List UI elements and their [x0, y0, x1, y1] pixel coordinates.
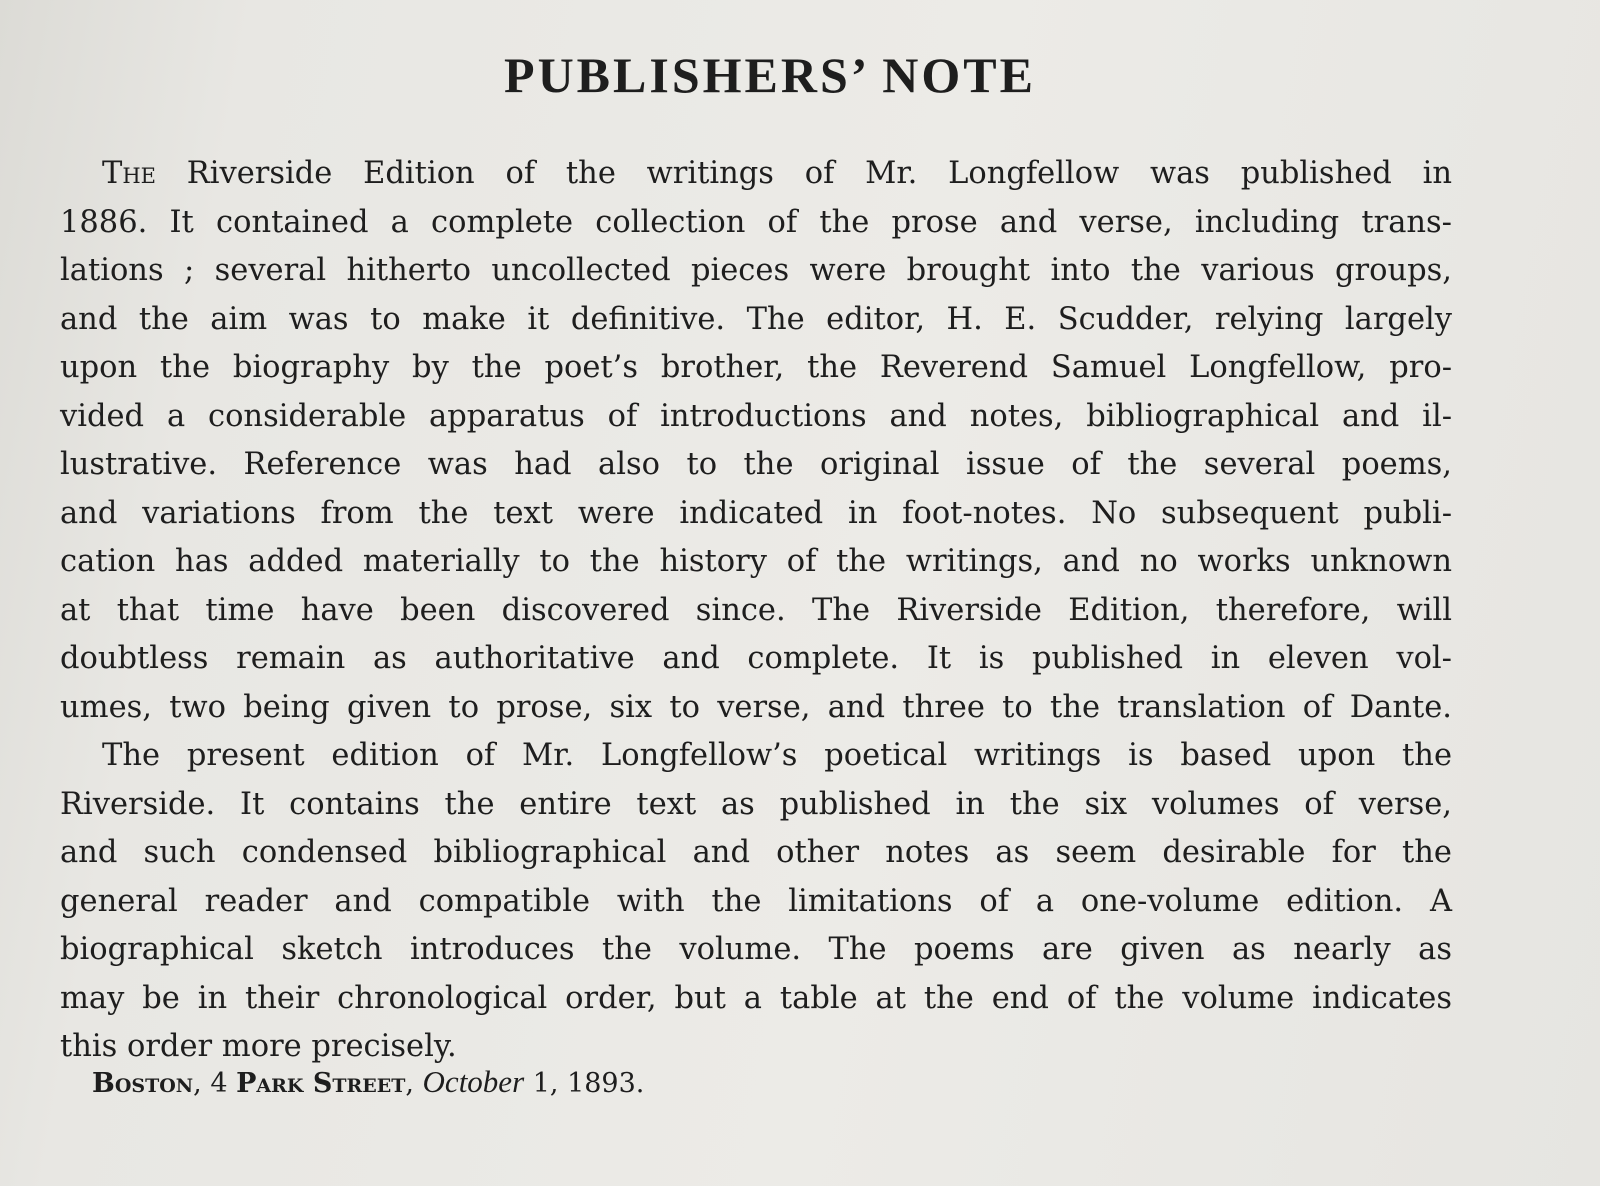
signature-line	[92, 1064, 644, 1100]
signature-date: 1, 1893.	[524, 1068, 645, 1099]
page-title: PUBLISHERS’ NOTE	[504, 47, 1036, 103]
text-line: at that time have been discovered since. The Riverside Edition, therefore, will	[60, 592, 1452, 628]
signature-separator: , 4	[193, 1068, 237, 1099]
text-line: cation has added materially to the history of the writings, and no works unknown	[60, 544, 1452, 579]
text-line: Riverside. It contains the entire text as published in the six volumes of verse,	[60, 786, 1452, 822]
text-line: and such condensed bibliographical and other notes as seem desirable for the	[60, 835, 1452, 870]
signature-street: Park Street	[236, 1068, 406, 1099]
signature-place: Boston	[92, 1068, 194, 1099]
text-line: 1886. It contained a complete collection of the prose and verse, including trans-	[60, 204, 1452, 240]
text-line: vided a considerable apparatus of introductions and notes, bibliographical and il-	[60, 398, 1452, 434]
text-line: and variations from the text were indicated in foot-notes. No subsequent publi-	[60, 495, 1452, 531]
text-line: may be in their chronological order, but a table at the end of the volume indicates	[60, 980, 1452, 1016]
text-line-rest: Riverside Edition of the writings of Mr. Longfellow was published in	[156, 156, 1452, 191]
text-line: lations ; several hitherto uncollected pieces were brought into the various groups,	[60, 253, 1452, 288]
text-line: general reader and compatible with the limitations of a one-volume edition. A	[60, 883, 1452, 919]
text-line: The present edition of Mr. Longfellow’s poetical writings is based upon the	[102, 738, 1452, 773]
text-line: and the aim was to make it definitive. The editor, H. E. Scudder, relying largely	[60, 301, 1452, 337]
signature-month: October	[422, 1064, 525, 1099]
text-line: lustrative. Reference was had also to the original issue of the several poems,	[60, 447, 1452, 482]
note-body	[60, 150, 1452, 1072]
text-line: this order more precisely.	[60, 1029, 457, 1064]
paragraph-2	[60, 732, 1452, 1072]
text-line: upon the biography by the poet’s brother, the Reverend Samuel Longfellow, pro-	[60, 350, 1452, 385]
text-line: doubtless remain as authoritative and complete. It is published in eleven vol-	[60, 641, 1452, 676]
text-line	[60, 150, 1452, 199]
paragraph-1	[60, 150, 1452, 732]
text-line: umes, two being given to prose, six to verse, and three to the translation of Dante.	[60, 689, 1452, 725]
lead-word: The	[102, 156, 156, 191]
text-line: biographical sketch introduces the volume. The poems are given as nearly as	[60, 932, 1452, 967]
signature-separator: ,	[405, 1068, 423, 1099]
